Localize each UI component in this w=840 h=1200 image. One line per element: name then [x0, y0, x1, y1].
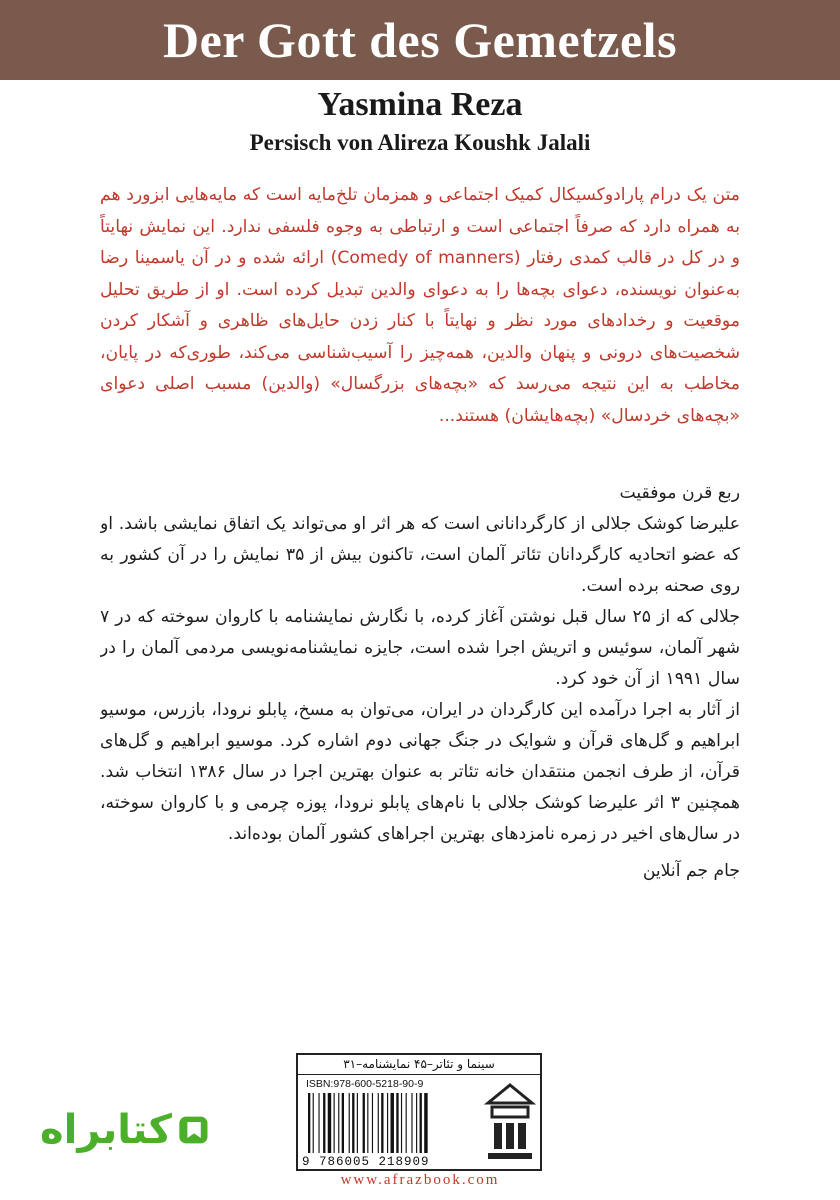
barcode-block [296, 1053, 542, 1171]
article-paragraph-3: از آثار به اجرا درآمده این کارگردان در ایران، می‌توان به مسخ، پابلو نرودا، بازرس، موسیو ابراهیم و گل‌های قرآن و شوایک در جنگ جهانی دوم اشاره کرد. موسیو ابراهیم و گل‌های قرآن، از طرف انجمن منتقدان خانه تئاتر به عنوان بهترین اجرا در سال ۱۳۸۶ انتخاب شد. همچنین ۳ اثر علیرضا کوشک جلالی با نام‌های پابلو نرودا، پوزه چرمی و با کاروان سوخته، در سال‌های اخیر در زمره نامزدهای بهترین اجراهای کشور آلمان بوده‌اند. [100, 700, 740, 844]
article-body [100, 478, 740, 1038]
article-heading: ربع قرن موفقیت [619, 483, 740, 503]
article-paragraph-1: علیرضا کوشک جلالی از کارگردانانی است که هر اثر او می‌تواند یک اتفاق نمایشی باشد. او که عضو اتحادیه کارگردانان تئاتر آلمان است، تاکنون بیش از ۳۵ نمایش را در آن کشور به روی صحنه برده است. [100, 514, 740, 596]
ketabrah-logo [40, 1100, 210, 1160]
ketabrah-logo-text: کتابراه [40, 1107, 172, 1153]
publisher-logo-icon [484, 1081, 536, 1167]
book-title: Der Gott des Gemetzels [162, 12, 678, 68]
translator-line: Persisch von Alireza Koushk Jalali [249, 130, 591, 155]
barcode-icon [306, 1093, 476, 1153]
ketabrah-bookmark-icon [178, 1106, 210, 1154]
publisher-website[interactable]: www.afrazbook.com [340, 1172, 500, 1188]
article-paragraph-2: جلالی که از ۲۵ سال قبل نوشتن آغاز کرده، با نگارش نمایشنامه با کاروان سوخته که در ۷ شهر آلمان، سوئیس و اتریش اجرا شده است، جایزه نمایشنامه‌نویسی مردمی آلمان را در سال ۱۹۹۱ از آن خود کرد. [100, 607, 740, 689]
series-label: سینما و تئاتر–۴۵ نمایشنامه–۳۱ [298, 1055, 540, 1075]
title-band [0, 0, 840, 80]
isbn-label: ISBN:978-600-5218-90-9 [306, 1078, 424, 1090]
article-source: جام جم آنلاین [642, 861, 740, 881]
barcode-digits: 9 786005 218909 [302, 1155, 430, 1169]
author-name: Yasmina Reza [317, 86, 523, 123]
synopsis-paragraph: متن یک درام پارادوکسیکال کمیک اجتماعی و همزمان تلخ‌مایه است که مایه‌هایی ابزورد هم به همراه دارد که صرفاً اجتماعی است و ارتباطی به وجوه فلسفی ندارد. این نمایش نهایتاً و در کل در قالب کمدی رفتار (Comedy of manners) ارائه شده و در آن یاسمینا رضا به‌عنوان نویسنده، دعوای بچه‌ها را به دعوای والدین تبدیل کرده است. او از طریق تحلیل موقعیت و رخدادهای مورد نظر و نهایتاً با کنار زدن حایل‌های ظاهری و آشکار کردن شخصیت‌های درونی و پنهان والدین، همه‌چیز را آسیب‌شناسی می‌کند، طوری‌که در پایان، مخاطب به این نتیجه می‌رسد که «بچه‌های بزرگسال» (والدین) مسبب اصلی دعوای «بچه‌های خردسال» (بچه‌هایشان) هستند... [100, 185, 740, 426]
